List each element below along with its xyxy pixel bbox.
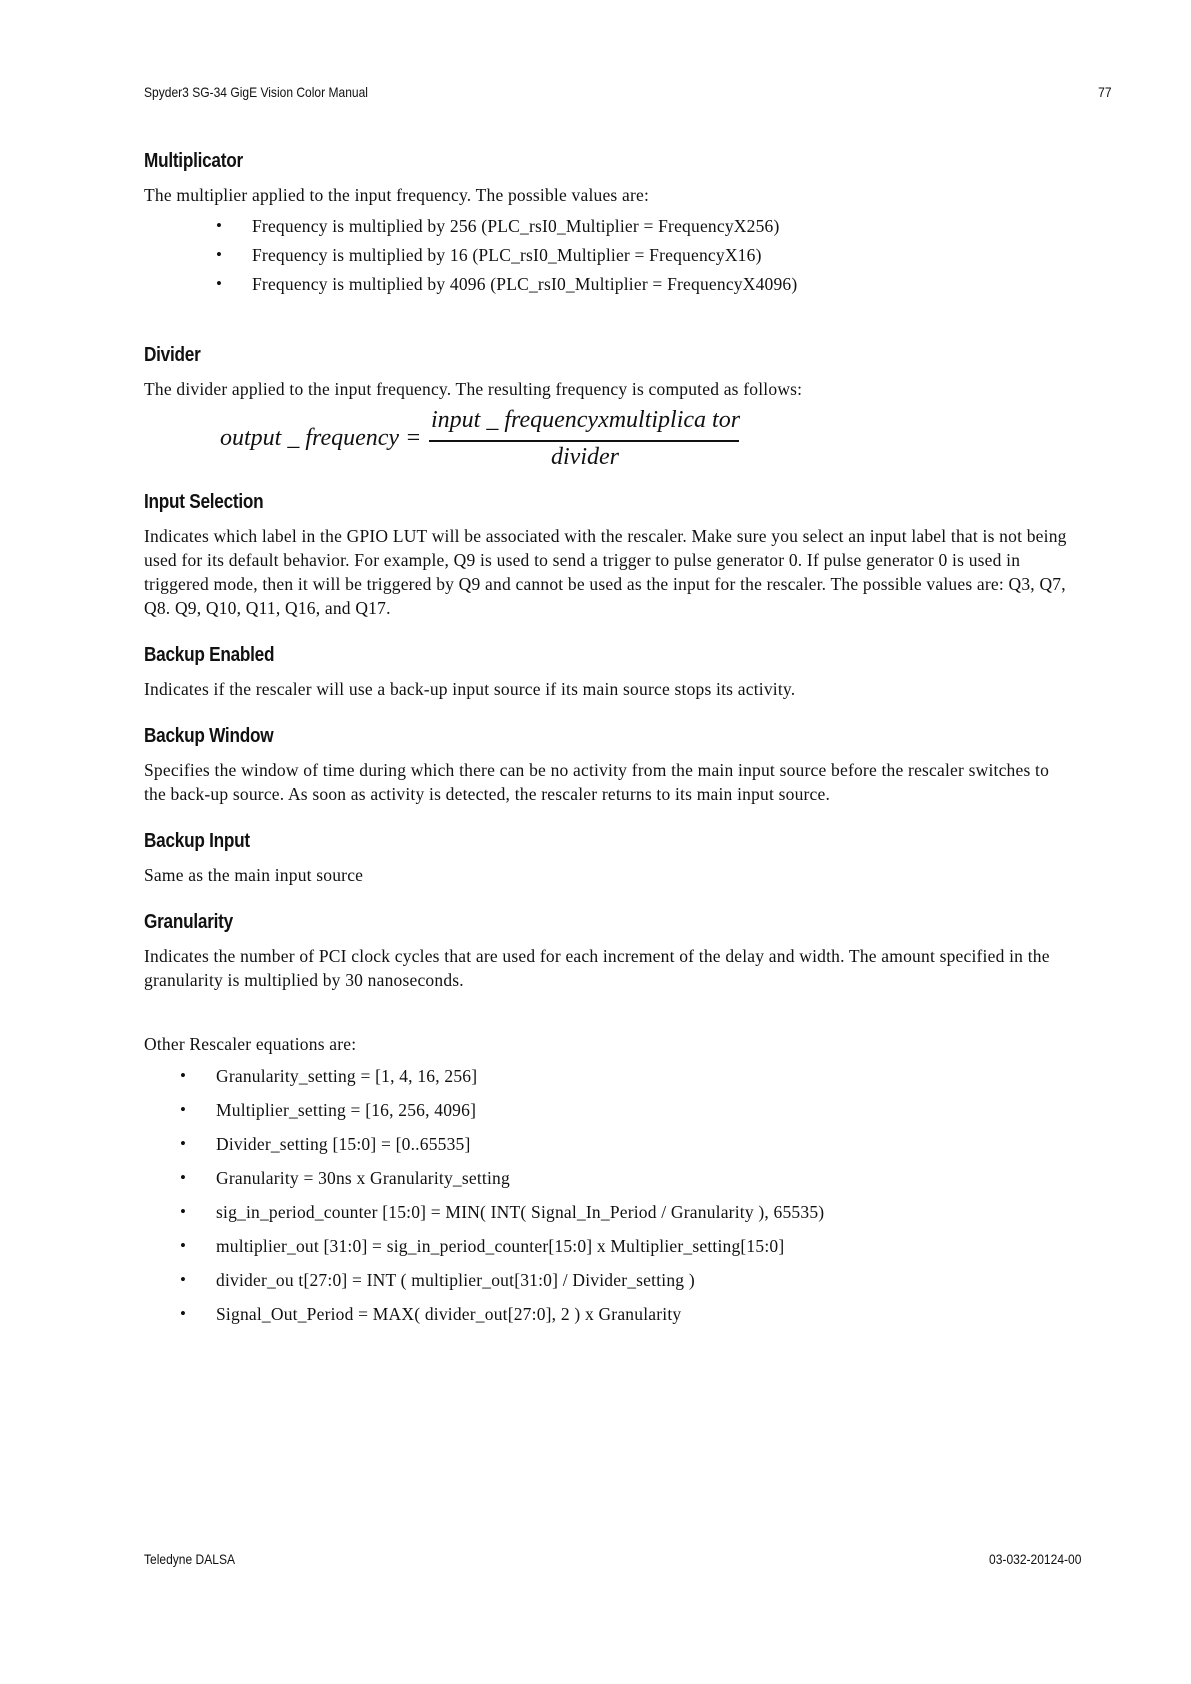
heading-backup-input: Backup Input: [144, 830, 250, 852]
heading-backup-window: Backup Window: [144, 725, 274, 747]
list-item: • Frequency is multiplied by 4096 (PLC_rsI0_Multiplier = FrequencyX4096): [144, 272, 1074, 296]
backup-enabled-text: Indicates if the rescaler will use a back-up input source if its main source stops its activity.: [144, 679, 796, 699]
granularity-text: Indicates the number of PCI clock cycles that are used for each increment of the delay and width. The amount specified in the granularity is multiplied by 30 nanoseconds.: [144, 946, 1050, 990]
heading-granularity: Granularity: [144, 911, 233, 933]
list-item: • multiplier_out [31:0] = sig_in_period_counter[15:0] x Multiplier_setting[15:0]: [144, 1234, 1074, 1258]
equations-intro: Other Rescaler equations are:: [144, 1034, 357, 1054]
list-item: • Divider_setting [15:0] = [0..65535]: [144, 1132, 1074, 1156]
fraction-bar: [429, 440, 739, 442]
main-content: [144, 150, 1074, 1336]
backup-window-text: Specifies the window of time during which there can be no activity from the main input source before the rescaler switches to the back-up source. As soon as activity is detected, the rescaler returns to its main input source.: [144, 760, 1050, 804]
header-title: Spyder3 SG-34 GigE Vision Color Manual: [144, 84, 368, 100]
heading-multiplicator: Multiplicator: [144, 150, 243, 172]
section-granularity: [144, 911, 1074, 992]
input-selection-text: Indicates which label in the GPIO LUT will be associated with the rescaler. Make sure you select an input label that is not being used for its default behavior. For example, Q9 is used to send a trigger to pulse generator 0. If pulse generator 0 is used in triggered mode, then it will be triggered by Q9 and cannot be used as the input for the rescaler. The possible values are: Q3, Q7, Q8. Q9, Q10, Q11, Q16, and Q17.: [144, 526, 1067, 618]
section-multiplicator: [144, 150, 1074, 296]
section-backup-input: [144, 830, 1074, 887]
multiplicator-list: [144, 214, 1074, 296]
multiplicator-intro: The multiplier applied to the input frequency. The possible values are:: [144, 185, 650, 205]
heading-divider: Divider: [144, 344, 201, 366]
footer-doc-number: 03-032-20124-00: [988, 1551, 1081, 1567]
divider-formula: [144, 407, 1074, 477]
section-equations: [144, 1032, 1074, 1326]
list-item: • Signal_Out_Period = MAX( divider_out[27:0], 2 ) x Granularity: [144, 1302, 1074, 1326]
equations-list: [144, 1064, 1074, 1326]
formula-numerator: input _ frequencyxmultiplica tor: [431, 407, 741, 433]
list-item: • Granularity = 30ns x Granularity_setting: [144, 1166, 1074, 1190]
section-divider: [144, 344, 1074, 477]
section-backup-enabled: [144, 644, 1074, 701]
formula-denominator: divider: [551, 444, 619, 470]
divider-intro: The divider applied to the input frequency. The resulting frequency is computed as follows:: [144, 379, 803, 399]
list-item: • Frequency is multiplied by 256 (PLC_rsI0_Multiplier = FrequencyX256): [144, 214, 1074, 238]
section-backup-window: [144, 725, 1074, 806]
backup-input-text: Same as the main input source: [144, 865, 364, 885]
section-input-selection: [144, 491, 1074, 620]
list-item: • Granularity_setting = [1, 4, 16, 256]: [144, 1064, 1074, 1088]
list-item: • sig_in_period_counter [15:0] = MIN( INT( Signal_In_Period / Granularity ), 65535): [144, 1200, 1074, 1224]
heading-backup-enabled: Backup Enabled: [144, 644, 275, 666]
formula-lhs: output _ frequency =: [220, 425, 422, 451]
list-item: • Multiplier_setting = [16, 256, 4096]: [144, 1098, 1074, 1122]
footer-company: Teledyne DALSA: [144, 1551, 236, 1567]
page-number: 77: [1098, 84, 1112, 100]
list-item: • divider_ou t[27:0] = INT ( multiplier_out[31:0] / Divider_setting ): [144, 1268, 1074, 1292]
heading-input-selection: Input Selection: [144, 491, 264, 513]
list-item: • Frequency is multiplied by 16 (PLC_rsI0_Multiplier = FrequencyX16): [144, 243, 1074, 267]
